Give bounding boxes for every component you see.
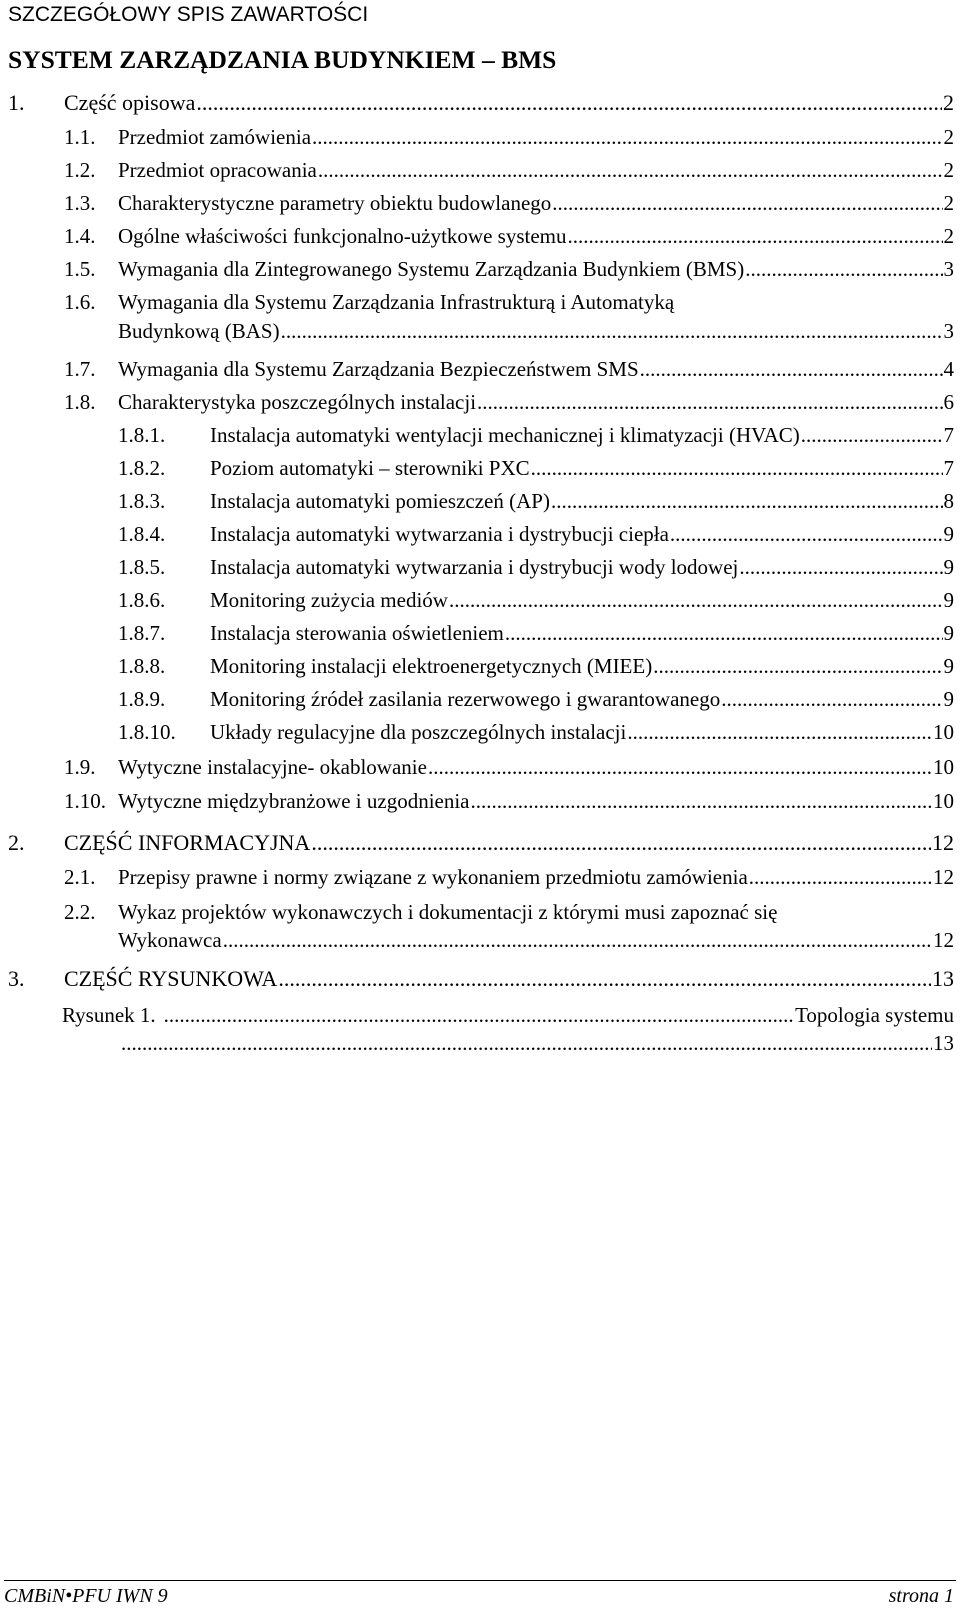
toc-entry-title: Ogólne właściwości funkcjonalno-użytkowe systemu — [118, 224, 567, 248]
document-title: SYSTEM ZARZĄDZANIA BUDYNKIEM – BMS — [8, 45, 557, 74]
toc-entry-title: Instalacja automatyki wentylacji mechanicznej i klimatyzacji (HVAC) — [210, 423, 800, 447]
toc-entry-number: Rysunek 1. — [62, 1003, 156, 1027]
toc-entry[interactable] — [64, 124, 954, 150]
toc-entry-title: Instalacja sterowania oświetleniem — [210, 621, 504, 645]
toc-entry-title: Monitoring instalacji elektroenergetycznych (MIEE) — [210, 654, 653, 678]
toc-entry-title: Przepisy prawne i normy związane z wykonaniem przedmiotu zamówienia — [118, 865, 748, 889]
dot-leader — [627, 719, 932, 745]
toc-entry[interactable] — [118, 554, 954, 580]
toc-entry-page: 9 — [943, 588, 954, 612]
toc-entry-page: 7 — [943, 456, 954, 480]
dot-leader — [749, 864, 932, 890]
toc-entry-number: 2.2. — [64, 900, 96, 924]
toc-entry-title: CZĘŚĆ INFORMACYJNA — [64, 830, 311, 855]
toc-entry-number: 1.8.7. — [118, 621, 166, 645]
toc-entry-page: 10 — [933, 755, 954, 779]
toc-entry-first-line[interactable] — [64, 289, 674, 315]
dot-leader — [531, 455, 943, 481]
toc-entry-number: 1.5. — [64, 257, 96, 281]
toc-entry-number: 1.1. — [64, 125, 96, 149]
dot-leader — [121, 1030, 932, 1056]
toc-entry-title-line1: Wykaz projektów wykonawczych i dokumentacji z którymi musi zapoznać się — [118, 900, 778, 924]
toc-entry-page: 9 — [943, 654, 954, 678]
toc-entry-number: 1.2. — [64, 158, 96, 182]
toc-entry-title: Wytyczne instalacyjne- okablowanie — [118, 755, 427, 779]
dot-leader — [318, 157, 943, 183]
footer-document-id: CMBiN•PFU IWN 9 — [4, 1585, 168, 1607]
dot-leader — [428, 754, 932, 780]
toc-entry-page: 3 — [943, 319, 954, 343]
toc-entry[interactable] — [120, 1030, 954, 1056]
toc-entry[interactable] — [118, 927, 954, 953]
toc-entry-title: Przedmiot zamówienia — [118, 125, 312, 149]
toc-entry-number: 1.8.8. — [118, 654, 166, 678]
toc-entry-title: Instalacja automatyki wytwarzania i dystrybucji ciepła — [210, 522, 669, 546]
toc-entry[interactable] — [64, 788, 954, 814]
toc-entry-page: 9 — [943, 522, 954, 546]
toc-entry-title: Instalacja automatyki pomieszczeń (AP) — [210, 489, 550, 513]
dot-leader — [721, 686, 942, 712]
toc-entry-number: 1.8. — [64, 390, 96, 414]
footer-page-number: strona 1 — [888, 1585, 954, 1607]
dot-leader — [745, 256, 942, 282]
toc-entry[interactable] — [118, 488, 954, 514]
toc-entry-number: 1. — [8, 90, 25, 115]
toc-entry-title: Przedmiot opracowania — [118, 158, 317, 182]
toc-entry[interactable] — [118, 318, 954, 344]
dot-leader — [551, 488, 943, 514]
toc-entry-title: Instalacja automatyki wytwarzania i dystrybucji wody lodowej — [210, 555, 739, 579]
dot-leader — [739, 554, 942, 580]
toc-entry-page: 9 — [943, 555, 954, 579]
document-pretitle: SZCZEGÓŁOWY SPIS ZAWARTOŚCI — [8, 3, 369, 26]
toc-entry[interactable] — [118, 653, 954, 679]
toc-entry[interactable] — [118, 719, 954, 745]
toc-entry-number: 1.9. — [64, 755, 96, 779]
toc-entry-title: Charakterystyczne parametry obiektu budowlanego — [118, 191, 552, 215]
toc-entry-page: 13 — [933, 1031, 954, 1055]
footer-divider — [4, 1580, 956, 1581]
toc-entry[interactable] — [64, 754, 954, 780]
toc-entry-page: 2 — [943, 224, 954, 248]
toc-entry-title: CZĘŚĆ RYSUNKOWA — [64, 966, 278, 991]
toc-entry-number: 1.8.5. — [118, 555, 166, 579]
toc-entry-page: 9 — [943, 687, 954, 711]
toc-entry-title: Wymagania dla Zintegrowanego Systemu Zarządzania Budynkiem (BMS) — [118, 257, 745, 281]
toc-entry-page: 10 — [933, 720, 954, 744]
toc-entry-page: 7 — [943, 423, 954, 447]
toc-entry-title-line1: Wymagania dla Systemu Zarządzania Infrastrukturą i Automatyką — [118, 290, 675, 314]
toc-entry-number: 1.4. — [64, 224, 96, 248]
dot-leader — [505, 620, 943, 646]
dot-leader — [278, 966, 931, 992]
toc-entry-number: 1.7. — [64, 357, 96, 381]
toc-entry-number: 1.10. — [64, 789, 106, 813]
dot-leader — [311, 830, 931, 856]
toc-entry[interactable] — [8, 830, 954, 856]
toc-entry-page: 3 — [943, 257, 954, 281]
toc-entry[interactable] — [118, 620, 954, 646]
toc-entry-number: 1.8.9. — [118, 687, 166, 711]
toc-entry-title: Część opisowa — [64, 90, 196, 115]
dot-leader — [223, 927, 932, 953]
dot-leader — [196, 90, 942, 116]
toc-entry[interactable] — [64, 190, 954, 216]
toc-entry-number: 1.8.2. — [118, 456, 166, 480]
toc-entry-number: 1.8.1. — [118, 423, 166, 447]
dot-leader — [653, 653, 942, 679]
toc-entry[interactable] — [118, 587, 954, 613]
toc-entry[interactable] — [8, 90, 954, 116]
toc-entry-number: 1.8.10. — [118, 720, 176, 744]
dot-leader — [670, 521, 943, 547]
dot-leader — [471, 788, 932, 814]
toc-entry[interactable] — [118, 455, 954, 481]
toc-entry-page: 13 — [932, 966, 954, 991]
toc-entry-page: 9 — [943, 621, 954, 645]
toc-entry-title: Monitoring źródeł zasilania rezerwowego i gwarantowanego — [210, 687, 721, 711]
toc-entry[interactable] — [64, 157, 954, 183]
toc-entry[interactable] — [8, 966, 954, 992]
toc-entry-page: 12 — [933, 865, 954, 889]
toc-entry-title: Budynkową (BAS) — [118, 319, 280, 343]
toc-entry-page: 6 — [943, 390, 954, 414]
dot-leader — [477, 389, 942, 415]
toc-entry-page: 8 — [943, 489, 954, 513]
dot-leader — [164, 1002, 794, 1028]
toc-entry-first-line[interactable] — [64, 899, 777, 925]
toc-entry-number: 1.8.6. — [118, 588, 166, 612]
dot-leader — [312, 124, 942, 150]
dot-leader — [281, 318, 943, 344]
toc-entry-title: Monitoring zużycia mediów — [210, 588, 448, 612]
toc-entry-number: 1.3. — [64, 191, 96, 215]
toc-entry-page: 2 — [943, 158, 954, 182]
toc-entry[interactable] — [64, 389, 954, 415]
toc-entry-number: 2. — [8, 830, 25, 855]
toc-entry-number: 3. — [8, 966, 25, 991]
toc-entry[interactable] — [118, 686, 954, 712]
toc-entry-page: 10 — [933, 789, 954, 813]
toc-entry[interactable] — [64, 864, 954, 890]
toc-entry-page: 2 — [943, 191, 954, 215]
toc-entry-page: 2 — [943, 90, 954, 115]
toc-entry[interactable] — [62, 1002, 954, 1028]
toc-entry-title: Charakterystyka poszczególnych instalacji — [118, 390, 477, 414]
toc-entry-title: Wytyczne międzybranżowe i uzgodnienia — [118, 789, 470, 813]
toc-entry-title: Układy regulacyjne dla poszczególnych instalacji — [210, 720, 627, 744]
toc-entry-title: Wykonawca — [118, 928, 222, 952]
toc-entry-number: 2.1. — [64, 865, 96, 889]
toc-entry-number: 1.6. — [64, 290, 96, 314]
toc-entry-page: 12 — [933, 928, 954, 952]
toc-entry-page: 12 — [932, 830, 954, 855]
dot-leader — [568, 223, 943, 249]
toc-entry-page: 2 — [943, 125, 954, 149]
toc-entry-number: 1.8.4. — [118, 522, 166, 546]
dot-leader — [640, 356, 943, 382]
toc-entry-page: Topologia systemu — [795, 1003, 954, 1027]
dot-leader — [552, 190, 942, 216]
toc-entry[interactable] — [118, 422, 954, 448]
dot-leader — [801, 422, 943, 448]
toc-entry-title: Poziom automatyki – sterowniki PXC — [210, 456, 530, 480]
toc-entry[interactable] — [64, 356, 954, 382]
toc-entry-title: Wymagania dla Systemu Zarządzania Bezpieczeństwem SMS — [118, 357, 639, 381]
toc-entry[interactable] — [64, 256, 954, 282]
toc-entry[interactable] — [64, 223, 954, 249]
toc-entry-page: 4 — [943, 357, 954, 381]
dot-leader — [449, 587, 943, 613]
toc-entry-number: 1.8.3. — [118, 489, 166, 513]
toc-entry[interactable] — [118, 521, 954, 547]
